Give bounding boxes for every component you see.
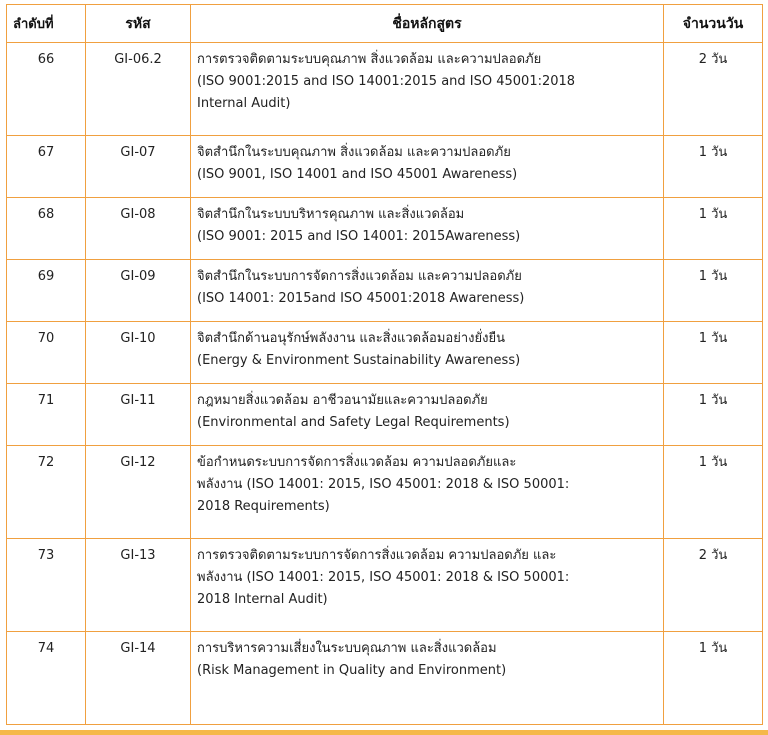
table-row	[7, 384, 763, 446]
course-title-line: จิตสำนึกด้านอนุรักษ์พลังงาน และสิ่งแวดล้อมอย่างยั่งยืน	[197, 331, 505, 346]
table-row	[7, 198, 763, 260]
course-title-line: (Risk Management in Quality and Environment)	[197, 663, 507, 678]
course-title	[191, 539, 664, 632]
course-days: 2 วัน	[664, 539, 763, 632]
table-row	[7, 260, 763, 322]
course-code: GI-10	[86, 322, 191, 384]
course-title-line: 2018 Requirements)	[197, 499, 330, 514]
course-code: GI-11	[86, 384, 191, 446]
table-row	[7, 136, 763, 198]
table-row	[7, 446, 763, 539]
course-title-line: (Environmental and Safety Legal Requirements)	[197, 415, 510, 430]
course-table-container	[6, 4, 762, 725]
course-days: 1 วัน	[664, 322, 763, 384]
course-title	[191, 260, 664, 322]
course-title-line: (ISO 9001:2015 and ISO 14001:2015 and ISO 45001:2018	[197, 74, 576, 89]
course-title-line: 2018 Internal Audit)	[197, 592, 328, 607]
course-title-line: พลังงาน (ISO 14001: 2015, ISO 45001: 2018 & ISO 50001:	[197, 477, 570, 492]
course-days: 1 วัน	[664, 198, 763, 260]
course-title-line: (ISO 14001: 2015and ISO 45001:2018 Awareness)	[197, 291, 525, 306]
course-title-line: (ISO 9001, ISO 14001 and ISO 45001 Awareness)	[197, 167, 518, 182]
course-days: 1 วัน	[664, 384, 763, 446]
course-days: 1 วัน	[664, 632, 763, 725]
row-number: 69	[7, 260, 86, 322]
header-title: ชื่อหลักสูตร	[191, 5, 664, 43]
course-days: 1 วัน	[664, 446, 763, 539]
course-code: GI-07	[86, 136, 191, 198]
table-row	[7, 539, 763, 632]
header-days: จำนวนวัน	[664, 5, 763, 43]
course-title-line: กฎหมายสิ่งแวดล้อม อาชีวอนามัยและความปลอดภัย	[197, 393, 488, 408]
row-number: 71	[7, 384, 86, 446]
course-days: 1 วัน	[664, 260, 763, 322]
row-number: 73	[7, 539, 86, 632]
row-number: 66	[7, 43, 86, 136]
course-title	[191, 136, 664, 198]
course-title-line: พลังงาน (ISO 14001: 2015, ISO 45001: 2018 & ISO 50001:	[197, 570, 570, 585]
course-code: GI-13	[86, 539, 191, 632]
row-number: 72	[7, 446, 86, 539]
row-number: 67	[7, 136, 86, 198]
course-code: GI-08	[86, 198, 191, 260]
course-days: 2 วัน	[664, 43, 763, 136]
course-title-line: จิตสำนึกในระบบบริหารคุณภาพ และสิ่งแวดล้อม	[197, 207, 465, 222]
row-number: 74	[7, 632, 86, 725]
course-title-line: การบริหารความเสี่ยงในระบบคุณภาพ และสิ่งแวดล้อม	[197, 641, 497, 656]
table-row	[7, 632, 763, 725]
course-title	[191, 632, 664, 725]
table-row	[7, 43, 763, 136]
table-row	[7, 322, 763, 384]
course-title-line: ข้อกำหนดระบบการจัดการสิ่งแวดล้อม ความปลอดภัยและ	[197, 455, 517, 470]
course-title	[191, 198, 664, 260]
course-title-line: (ISO 9001: 2015 and ISO 14001: 2015Awareness)	[197, 229, 521, 244]
table-header-row	[7, 5, 763, 43]
header-code: รหัส	[86, 5, 191, 43]
bottom-border-bar	[0, 730, 768, 735]
course-code: GI-09	[86, 260, 191, 322]
table-body	[7, 43, 763, 725]
course-title	[191, 43, 664, 136]
course-title-line: Internal Audit)	[197, 96, 291, 111]
course-code: GI-14	[86, 632, 191, 725]
course-title	[191, 446, 664, 539]
row-number: 70	[7, 322, 86, 384]
course-table	[6, 4, 763, 725]
course-title	[191, 384, 664, 446]
course-title-line: จิตสำนึกในระบบการจัดการสิ่งแวดล้อม และความปลอดภัย	[197, 269, 522, 284]
course-title-line: การตรวจติดตามระบบคุณภาพ สิ่งแวดล้อม และความปลอดภัย	[197, 52, 542, 67]
course-days: 1 วัน	[664, 136, 763, 198]
course-code: GI-12	[86, 446, 191, 539]
row-number: 68	[7, 198, 86, 260]
header-no: ลำดับที่	[7, 5, 86, 43]
course-title-line: การตรวจติดตามระบบการจัดการสิ่งแวดล้อม ความปลอดภัย และ	[197, 548, 557, 563]
course-code: GI-06.2	[86, 43, 191, 136]
course-title-line: (Energy & Environment Sustainability Awareness)	[197, 353, 521, 368]
course-title	[191, 322, 664, 384]
course-title-line: จิตสำนึกในระบบคุณภาพ สิ่งแวดล้อม และความปลอดภัย	[197, 145, 511, 160]
